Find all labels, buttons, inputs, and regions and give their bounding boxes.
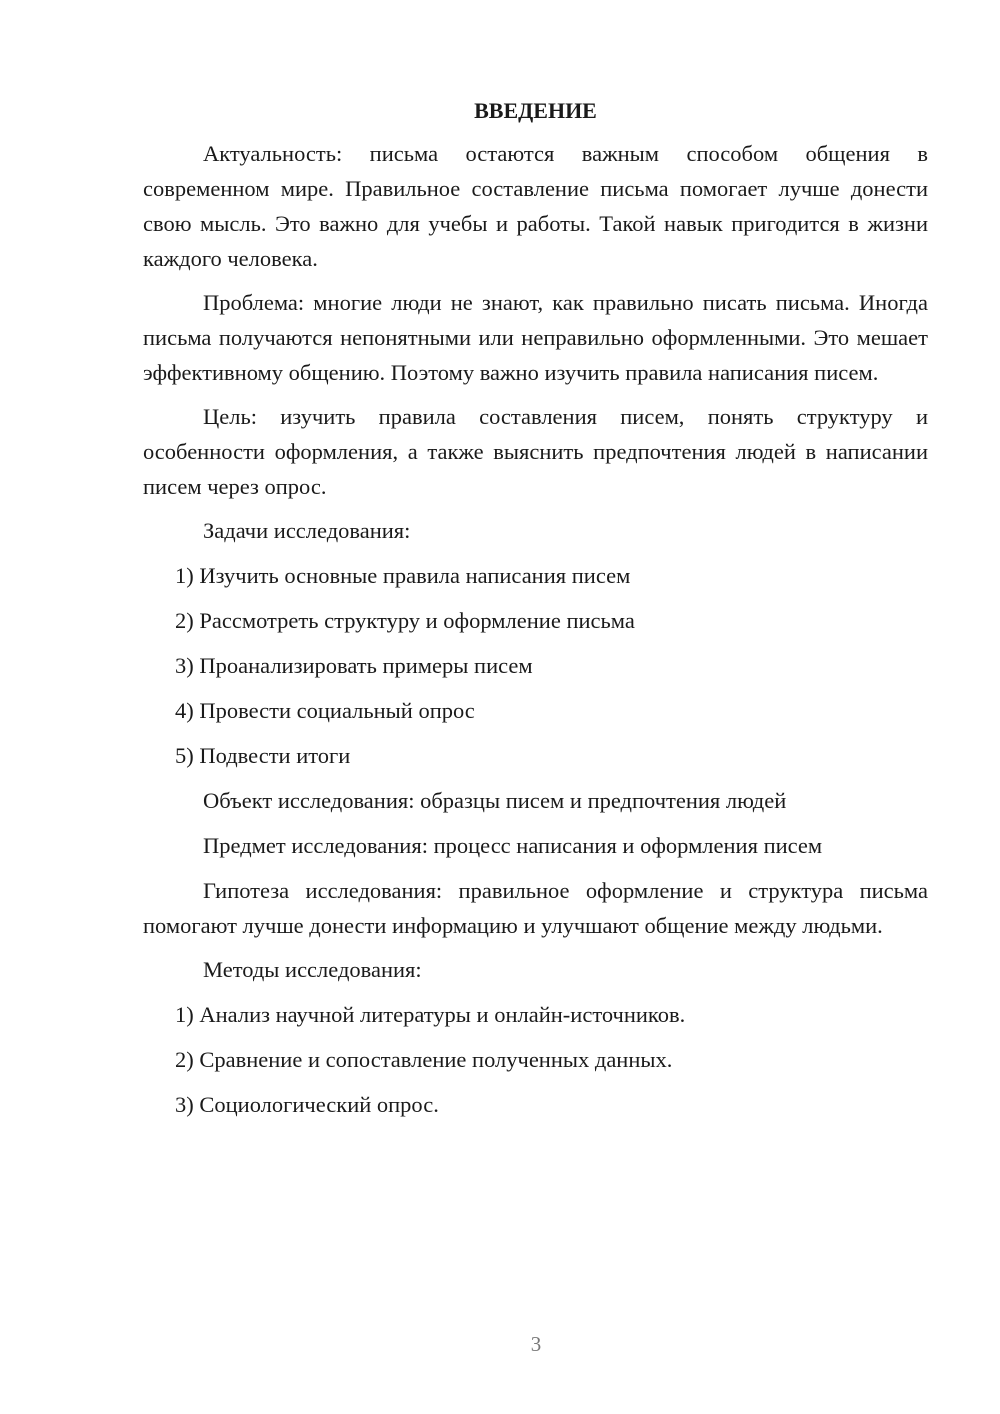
tasks-heading: Задачи исследования:	[203, 518, 411, 543]
task-item: 1) Изучить основные правила написания писем	[175, 563, 631, 588]
task-item: 4) Провести социальный опрос	[175, 698, 475, 723]
page-number: 3	[530, 1332, 542, 1356]
method-item: 3) Социологический опрос.	[175, 1092, 439, 1117]
research-subject: Предмет исследования: процесс написания и оформления писем	[203, 833, 823, 858]
task-item: 2) Рассмотреть структуру и оформление письма	[175, 608, 635, 633]
hypothesis-paragraph: Гипотеза исследования: правильное оформление и структура письма помогают лучше донести информацию и улучшают общение между людьми.	[143, 878, 928, 938]
relevance-paragraph: Актуальность: письма остаются важным способом общения в современном мире. Правильное составление письма помогает лучше донести свою мысль. Это важно для учебы и работы. Такой навык пригодится в жизни каждого человека.	[143, 141, 928, 271]
goal-paragraph: Цель: изучить правила составления писем, понять структуру и особенности оформления, а также выяснить предпочтения людей в написании писем через опрос.	[143, 404, 928, 499]
task-item: 3) Проанализировать примеры писем	[175, 653, 533, 678]
methods-heading: Методы исследования:	[203, 957, 422, 982]
research-object: Объект исследования: образцы писем и предпочтения людей	[203, 788, 787, 813]
method-item: 1) Анализ научной литературы и онлайн-источников.	[175, 1002, 686, 1027]
task-item: 5) Подвести итоги	[175, 743, 351, 768]
tasks-list	[143, 558, 928, 773]
section-title: ВВЕДЕНИЕ	[474, 98, 597, 123]
method-item: 2) Сравнение и сопоставление полученных данных.	[175, 1047, 673, 1072]
document-page	[143, 96, 928, 1132]
methods-list	[143, 997, 928, 1122]
problem-paragraph: Проблема: многие люди не знают, как правильно писать письма. Иногда письма получаются непонятными или неправильно оформленными. Это мешает эффективному общению. Поэтому важно изучить правила написания писем.	[143, 290, 928, 385]
